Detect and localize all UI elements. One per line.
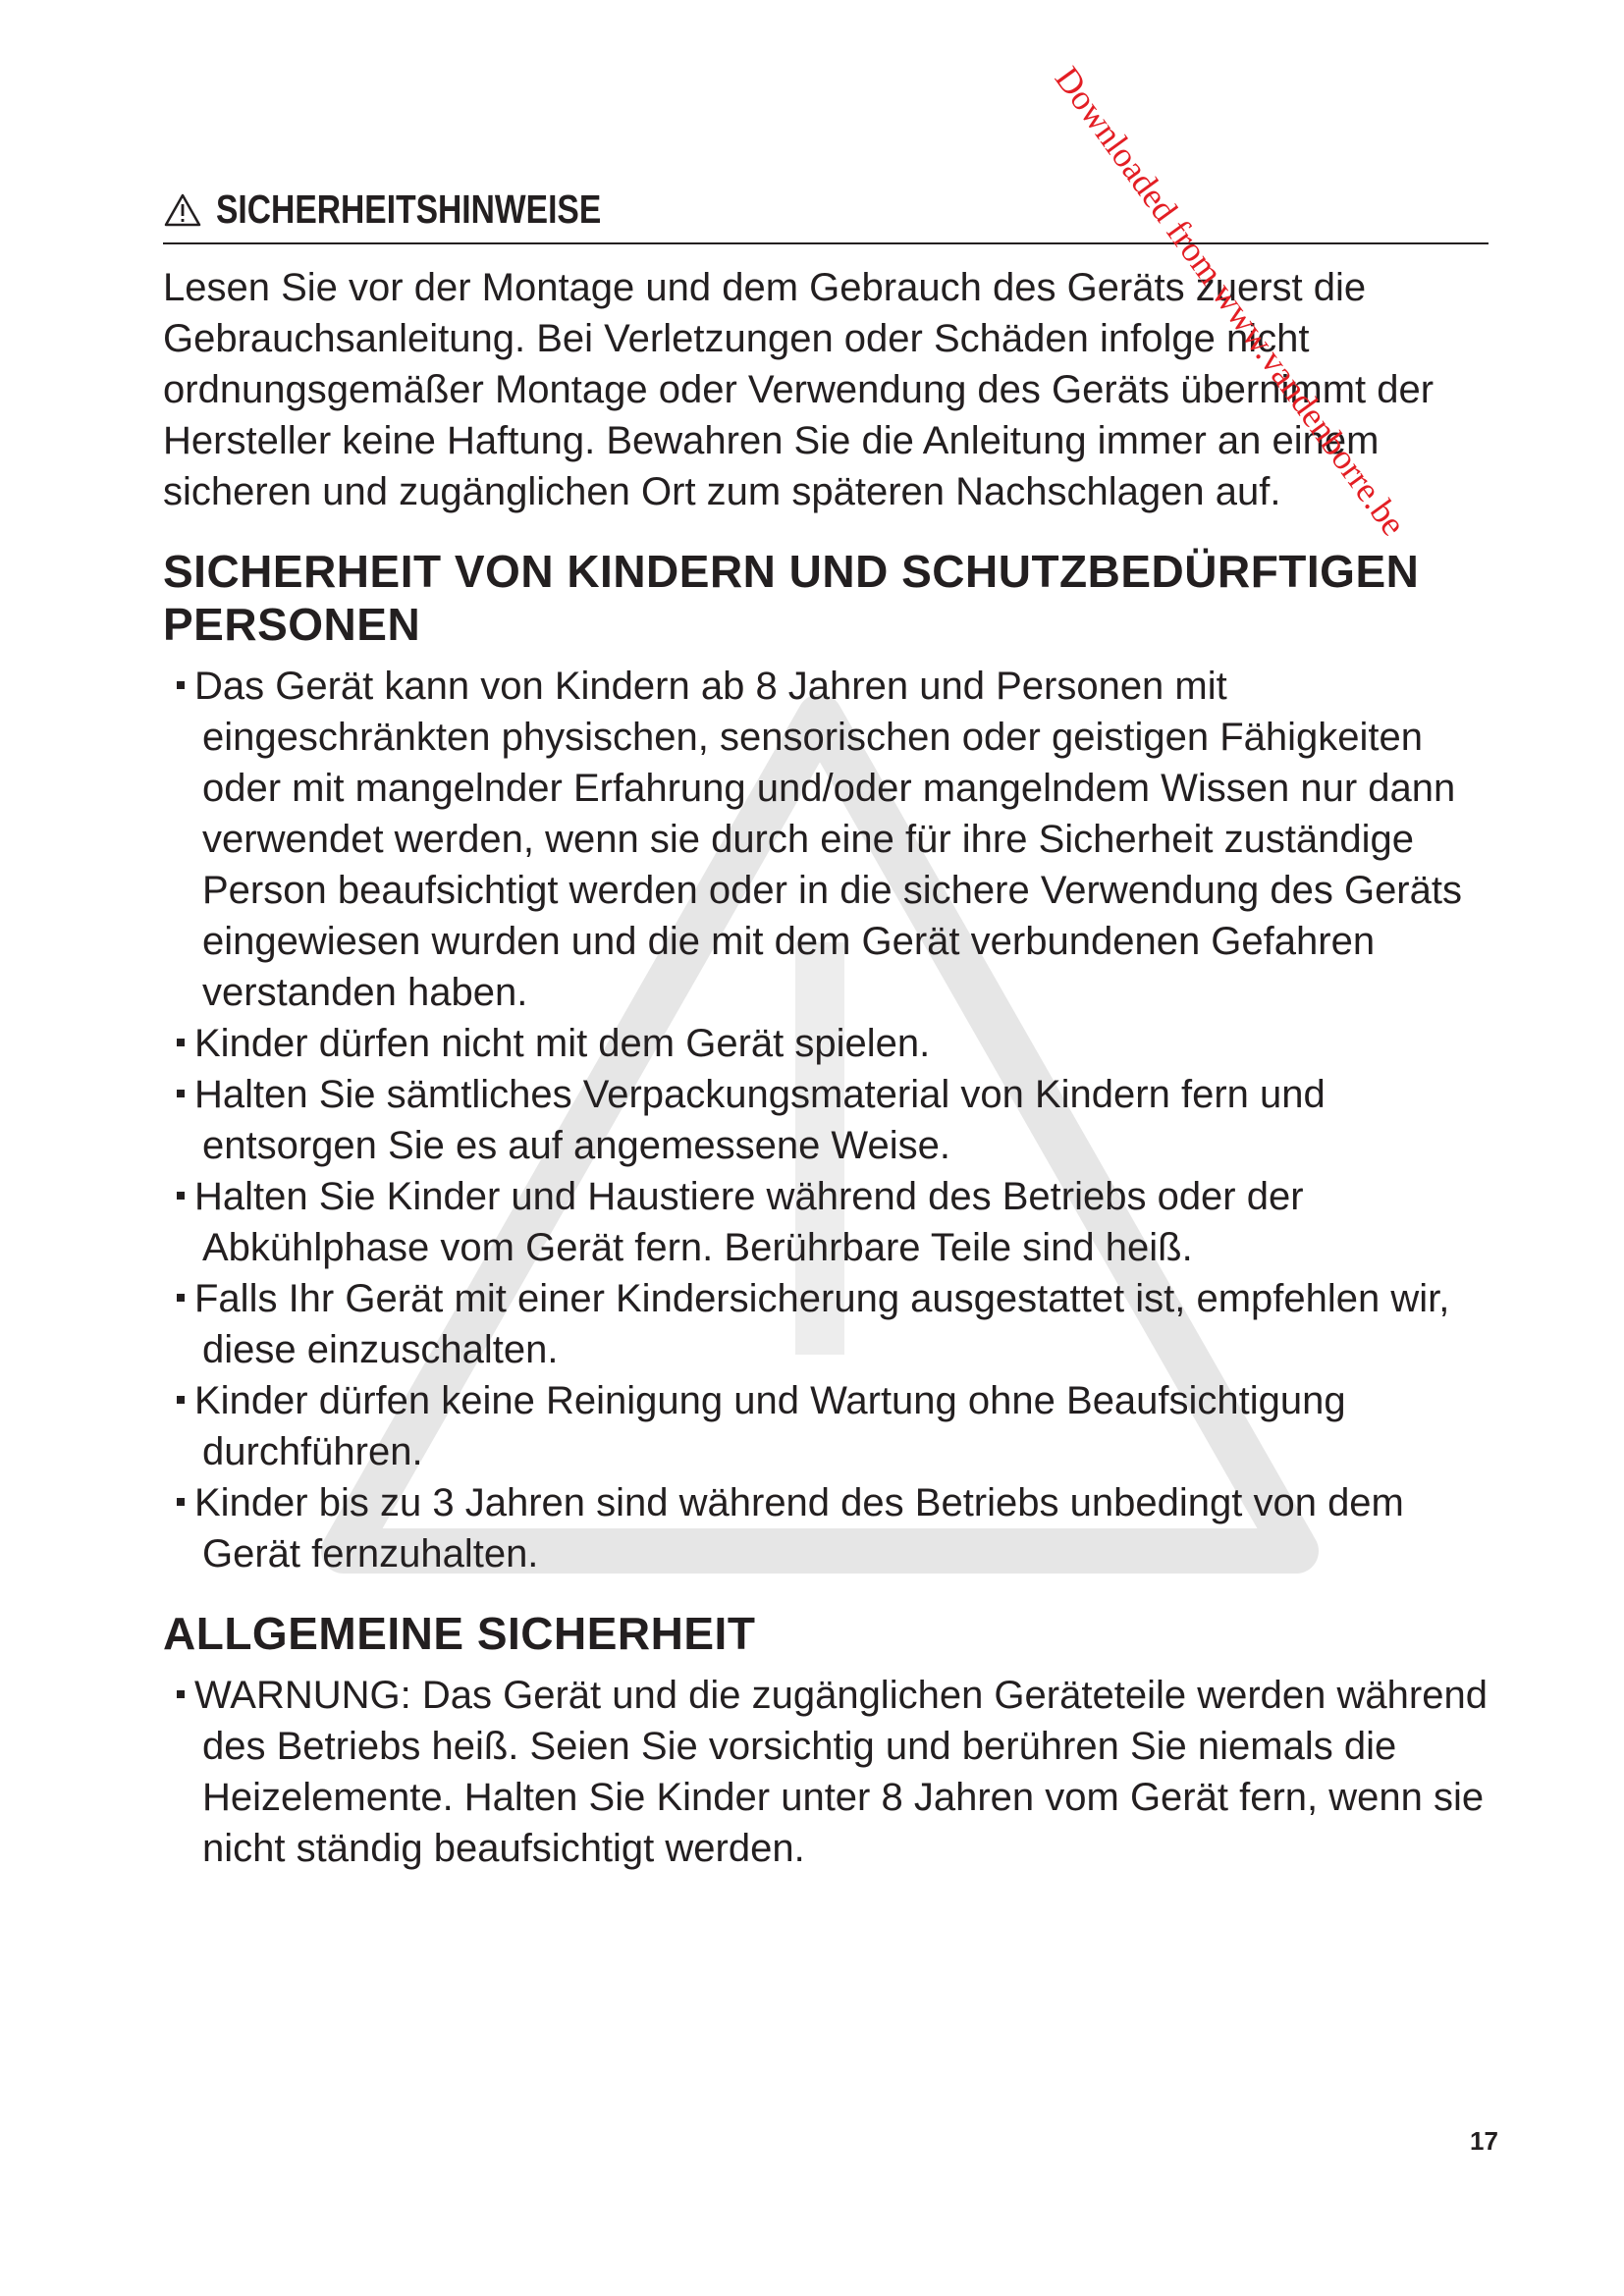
bullet-icon [177, 1192, 185, 1200]
bullet-icon [177, 1294, 185, 1302]
list-item: Halten Sie Kinder und Haustiere während des Betriebs oder der Abkühlphase vom Gerät fern. Berührbare Teile sind heiß. [163, 1171, 1489, 1273]
warning-triangle-icon [163, 192, 202, 228]
page-number: 17 [1470, 2126, 1498, 2156]
list-item: WARNUNG: Das Gerät und die zugänglichen Geräteteile werden während des Betriebs heiß. Seien Sie vorsichtig und berühren Sie niemals die Heizelemente. Halten Sie Kinder unter 8 Jahren vom Gerät fern, wenn sie nicht ständig beaufsichtigt werden. [163, 1670, 1489, 1874]
list-item: Halten Sie sämtliches Verpackungsmaterial von Kindern fern und entsorgen Sie es auf angemessene Weise. [163, 1069, 1489, 1171]
bullet-icon [177, 1690, 185, 1698]
list-item: Kinder dürfen keine Reinigung und Wartung ohne Beaufsichtigung durchführen. [163, 1375, 1489, 1477]
bullet-icon [177, 1498, 185, 1506]
children-safety-list [163, 661, 1489, 1579]
page-content [163, 187, 1489, 1874]
list-item: Falls Ihr Gerät mit einer Kindersicherung ausgestattet ist, empfehlen wir, diese einzuschalten. [163, 1273, 1489, 1375]
children-safety-heading: SICHERHEIT VON KINDERN UND SCHUTZBEDÜRFTIGEN PERSONEN [163, 546, 1420, 650]
bullet-icon [177, 681, 185, 689]
general-safety-heading: ALLGEMEINE SICHERHEIT [163, 1608, 756, 1659]
bullet-icon [177, 1090, 185, 1097]
intro-paragraph: Lesen Sie vor der Montage und dem Gebrauch des Geräts zuerst die Gebrauchsanleitung. Bei Verletzungen oder Schäden infolge nicht ordnungsgemäßer Montage oder Verwendung des Geräts übernimmt der Hersteller keine Haftung. Bewahren Sie die Anleitung immer an einem sicheren und zugänglichen Ort zum späteren Nachschlagen auf. [163, 266, 1435, 513]
download-watermark: Downloaded from www.vandenborre.be [1047, 59, 1414, 543]
section-title: SICHERHEITSHINWEISE [216, 187, 602, 232]
list-item: Das Gerät kann von Kindern ab 8 Jahren und Personen mit eingeschränkten physischen, sensorischen oder geistigen Fähigkeiten oder mit mangelnder Erfahrung und/oder mangelndem Wissen nur dann verwendet werden, wenn sie durch eine für ihre Sicherheit zuständige Person beaufsichtigt werden oder in die sichere Verwendung des Geräts eingewiesen wurden und die mit dem Gerät verbundenen Gefahren verstanden haben. [163, 661, 1489, 1018]
section-header [163, 187, 1489, 244]
list-item: Kinder bis zu 3 Jahren sind während des Betriebs unbedingt von dem Gerät fernzuhalten. [163, 1477, 1489, 1579]
bullet-icon [177, 1039, 185, 1046]
bullet-icon [177, 1396, 185, 1404]
list-item: Kinder dürfen nicht mit dem Gerät spielen. [163, 1018, 1489, 1069]
general-safety-list [163, 1670, 1489, 1874]
